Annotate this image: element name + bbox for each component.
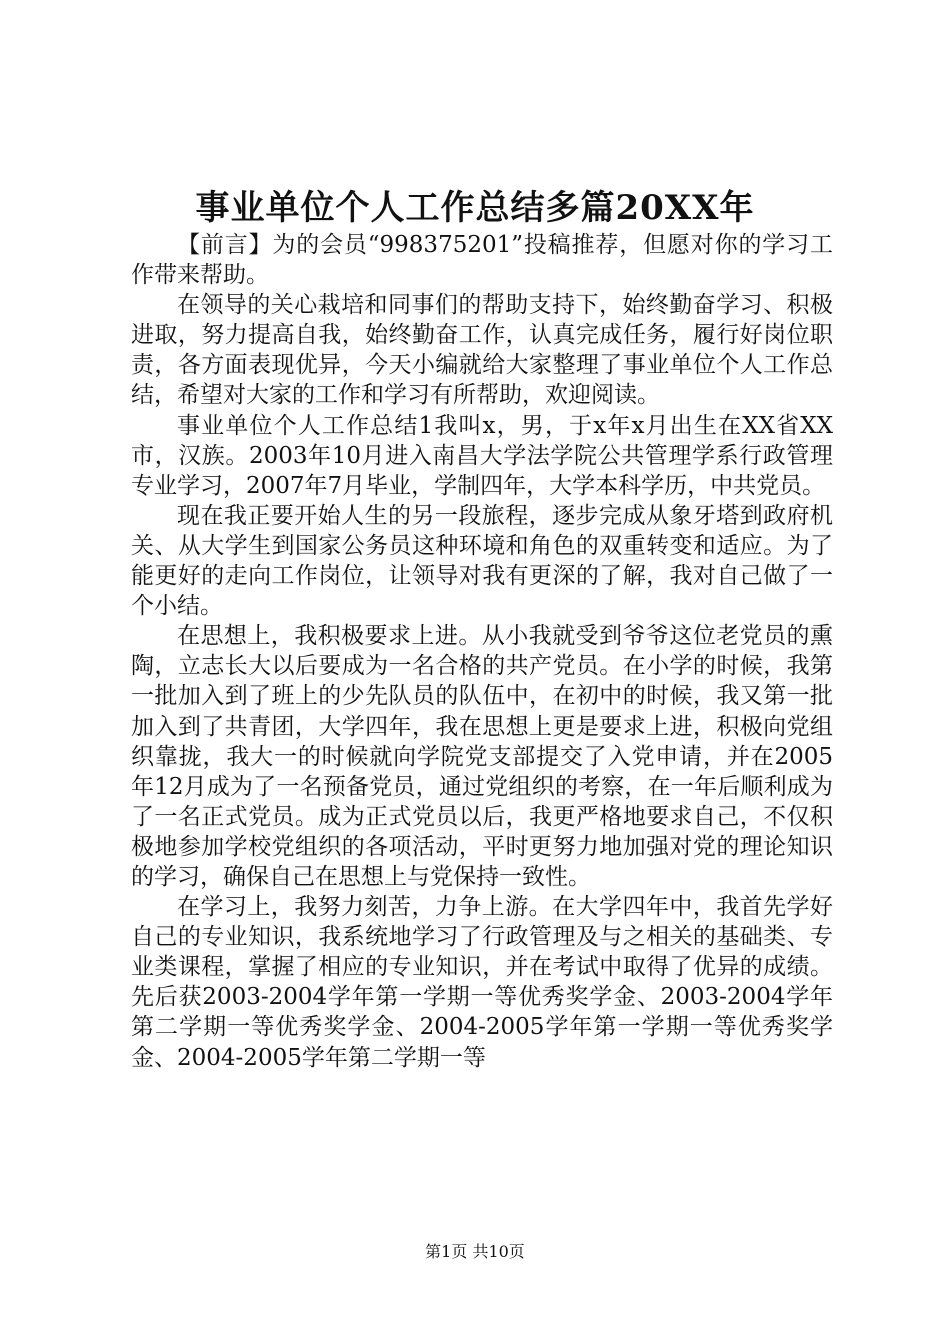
paragraph-personal-info: 事业单位个人工作总结1我叫x，男，于x年x月出生在XX省XX市，汉族。2003年10月进入南昌大学法学院公共管理学系行政管理专业学习，2007年7月毕业，学制四年，大学本科学历，中共党员。 bbox=[131, 412, 833, 499]
paragraph-intro: 在领导的关心栽培和同事们的帮助支持下，始终勤奋学习、积极进取，努力提高自我，始终勤奋工作，认真完成任务，履行好岗位职责，各方面表现优异，今天小编就给大家整理了事业单位个人工作总结，希望对大家的工作和学习有所帮助，欢迎阅读。 bbox=[131, 292, 833, 409]
document-body bbox=[131, 230, 833, 1073]
paragraph-preface: 【前言】为的会员“998375201”投稿推荐，但愿对你的学习工作带来帮助。 bbox=[131, 232, 833, 289]
document-title: 事业单位个人工作总结多篇20XX年 bbox=[195, 188, 755, 228]
paragraph-transition: 现在我正要开始人生的另一段旅程，逐步完成从象牙塔到政府机关、从大学生到国家公务员这种环境和角色的双重转变和适应。为了能更好的走向工作岗位，让领导对我有更深的了解，我对自己做了一个小结。 bbox=[131, 502, 833, 620]
page-number-footer: 第1页 共10页 bbox=[425, 1242, 525, 1261]
paragraph-ideology: 在思想上，我积极要求上进。从小我就受到爷爷这位老党员的熏陶，立志长大以后要成为一名合格的共产党员。在小学的时候，我第一批加入到了班上的少先队员的队伍中，在初中的时候，我又第一批加入到了共青团，大学四年，我在思想上更是要求上进，积极向党组织靠拢，我大一的时候就向学院党支部提交了入党申请，并在2005年12月成为了一名预备党员，通过党组织的考察，在一年后顺利成为了一名正式党员。成为正式党员以后，我更严格地要求自己，不仅积极地参加学校党组织的各项活动，平时更努力地加强对党的理论知识的学习，确保自己在思想上与党保持一致性。 bbox=[131, 623, 833, 890]
paragraph-study: 在学习上，我努力刻苦，力争上游。在大学四年中，我首先学好自己的专业知识，我系统地学习了行政管理及与之相关的基础类、专业类课程，掌握了相应的专业知识，并在考试中取得了优异的成绩。先后获2003-2004学年第一学期一等优秀奖学金、2003-2004学年第二学期一等优秀奖学金、2004-2005学年第一学期一等优秀奖学金、2004-2005学年第二学期一等 bbox=[131, 894, 833, 1071]
